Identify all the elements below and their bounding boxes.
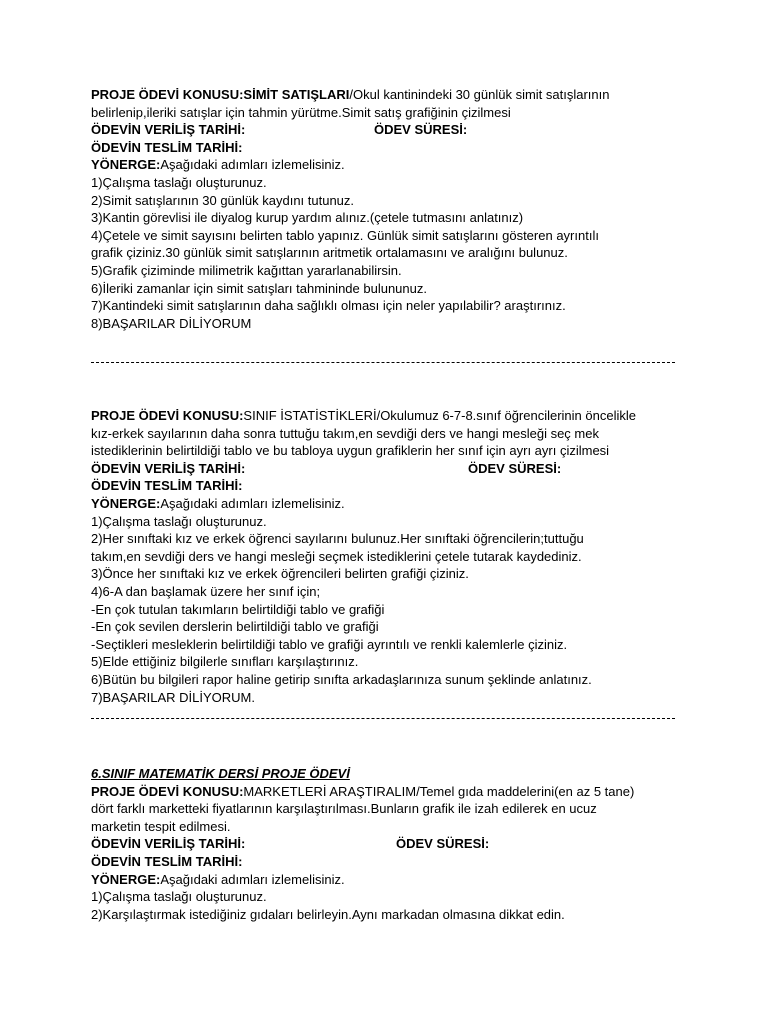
step-item: -En çok tutulan takımların belirtildiği tablo ve grafiği	[91, 601, 385, 617]
assign-date-label: ÖDEVİN VERİLİŞ TARİHİ:	[91, 122, 246, 138]
step-item: 8)BAŞARILAR DİLİYORUM	[91, 315, 252, 331]
date-row	[91, 835, 681, 853]
step-item: 1)Çalışma taslağı oluşturunuz.	[91, 889, 267, 905]
topic-desc-line: istediklerinin belirtildiği tablo ve bu tabloya uygun grafiklerin her sınıf için ayrı ayrı çizilmesi	[91, 443, 610, 459]
step-item: -Seçtikleri mesleklerin belirtildiği tablo ve grafiği ayrıntılı ve renkli kalemlerle çiziniz.	[91, 636, 568, 652]
topic-desc-line: kız-erkek sayılarının daha sonra tuttuğu takım,en sevdiği ders ve hangi mesleği seç mek	[91, 425, 599, 441]
instructions	[91, 871, 681, 889]
project-sinif	[91, 407, 681, 706]
step-item: 5)Grafik çiziminde milimetrik kağıttan yararlanabilirsin.	[91, 262, 402, 278]
step-item: 6)İleriki zamanlar için simit satışları tahmininde bulununuz.	[91, 280, 427, 296]
date-row	[91, 121, 681, 139]
step-item: 2)Simit satışlarının 30 günlük kaydını tutunuz.	[91, 192, 355, 208]
step-item: 7)Kantindeki simit satışlarının daha sağlıklı olması için neler yapılabilir? araştırınız.	[91, 298, 566, 314]
step-item: grafik çiziniz.30 günlük simit satışlarının aritmetik ortalamasını ve aralığını bulunuz.	[91, 245, 568, 261]
duration-label: ÖDEV SÜRESİ:	[468, 460, 562, 476]
step-item: 7)BAŞARILAR DİLİYORUM.	[91, 689, 255, 705]
topic-desc: /Temel gıda maddelerini(en az 5 tane)	[416, 783, 635, 799]
step-item: 5)Elde ettiğiniz bilgilerle sınıfları karşılaştırınız.	[91, 654, 359, 670]
dashed-divider	[91, 362, 675, 363]
step-item: 6)Bütün bu bilgileri rapor haline getirip sınıfta arkadaşlarınıza sunum şeklinde anlatınız.	[91, 671, 592, 687]
topic-label: PROJE ÖDEVİ KONUSU:	[91, 783, 244, 799]
project-simit	[91, 86, 681, 332]
topic-title: MARKETLERİ ARAŞTIRALIM	[243, 783, 417, 799]
instructions-label: YÖNERGE:	[91, 495, 161, 511]
topic-title: SINIF İSTATİSTİKLERİ	[243, 408, 377, 423]
project-topic	[91, 783, 681, 801]
project-topic	[91, 86, 681, 104]
due-date-label: ÖDEVİN TESLİM TARİHİ:	[91, 478, 243, 494]
assign-date-label: ÖDEVİN VERİLİŞ TARİHİ:	[91, 836, 246, 852]
topic-title: SİMİT SATIŞLARI	[243, 87, 350, 102]
topic-desc: /Okul kantinindeki 30 günlük simit satışlarının	[349, 87, 610, 102]
topic-label: PROJE ÖDEVİ KONUSU:	[91, 87, 244, 102]
topic-desc: /Okulumuz 6-7-8.sınıf öğrencilerinin öncelikle	[376, 408, 636, 423]
assign-date-label: ÖDEVİN VERİLİŞ TARİHİ:	[91, 460, 246, 476]
step-item: 2)Karşılaştırmak istediğiniz gıdaları belirleyin.Aynı markadan olmasına dikkat edin.	[91, 906, 565, 922]
step-item: 1)Çalışma taslağı oluşturunuz.	[91, 513, 267, 529]
instructions-text: Aşağıdaki adımları izlemelisiniz.	[160, 157, 345, 173]
due-date-label: ÖDEVİN TESLİM TARİHİ:	[91, 139, 243, 155]
topic-desc-line: dört farklı marketteki fiyatlarının karşılaştırılması.Bunların grafik ile izah edilerek en ucuz	[91, 801, 597, 817]
dashed-divider	[91, 718, 675, 719]
duration-label: ÖDEV SÜRESİ:	[396, 836, 490, 852]
topic-desc-line: marketin tespit edilmesi.	[91, 818, 231, 834]
step-item: 1)Çalışma taslağı oluşturunuz.	[91, 174, 267, 190]
section-heading: 6.SINIF MATEMATİK DERSİ PROJE ÖDEVİ	[91, 766, 350, 781]
instructions-text: Aşağıdaki adımları izlemelisiniz.	[160, 495, 345, 511]
instructions	[91, 495, 681, 513]
step-item: -En çok sevilen derslerin belirtildiği tablo ve grafiği	[91, 619, 379, 635]
step-item: 4)6-A dan başlamak üzere her sınıf için;	[91, 583, 321, 599]
step-item: 3)Önce her sınıftaki kız ve erkek öğrencileri belirten grafiği çiziniz.	[91, 566, 469, 582]
due-date-label: ÖDEVİN TESLİM TARİHİ:	[91, 853, 243, 869]
topic-desc-line: belirlenip,ileriki satışlar için tahmin yürütme.Simit satış grafiğinin çizilmesi	[91, 104, 511, 120]
project-topic	[91, 407, 681, 425]
instructions-label: YÖNERGE:	[91, 871, 161, 887]
topic-label: PROJE ÖDEVİ KONUSU:	[91, 408, 244, 423]
date-row	[91, 460, 681, 478]
instructions	[91, 156, 681, 174]
project-market	[91, 765, 681, 923]
step-item: 2)Her sınıftaki kız ve erkek öğrenci sayılarını bulunuz.Her sınıftaki öğrencilerin;tuttuğu	[91, 531, 584, 547]
instructions-text: Aşağıdaki adımları izlemelisiniz.	[160, 871, 345, 887]
step-item: 3)Kantin görevlisi ile diyalog kurup yardım alınız.(çetele tutmasını anlatınız)	[91, 210, 524, 226]
step-item: takım,en sevdiği ders ve hangi mesleği seçmek istediklerini çetele tutarak kaydediniz.	[91, 548, 582, 564]
step-item: 4)Çetele ve simit sayısını belirten tablo yapınız. Günlük simit satışlarını gösteren ayrıntılı	[91, 227, 599, 243]
duration-label: ÖDEV SÜRESİ:	[374, 122, 468, 138]
instructions-label: YÖNERGE:	[91, 157, 161, 173]
